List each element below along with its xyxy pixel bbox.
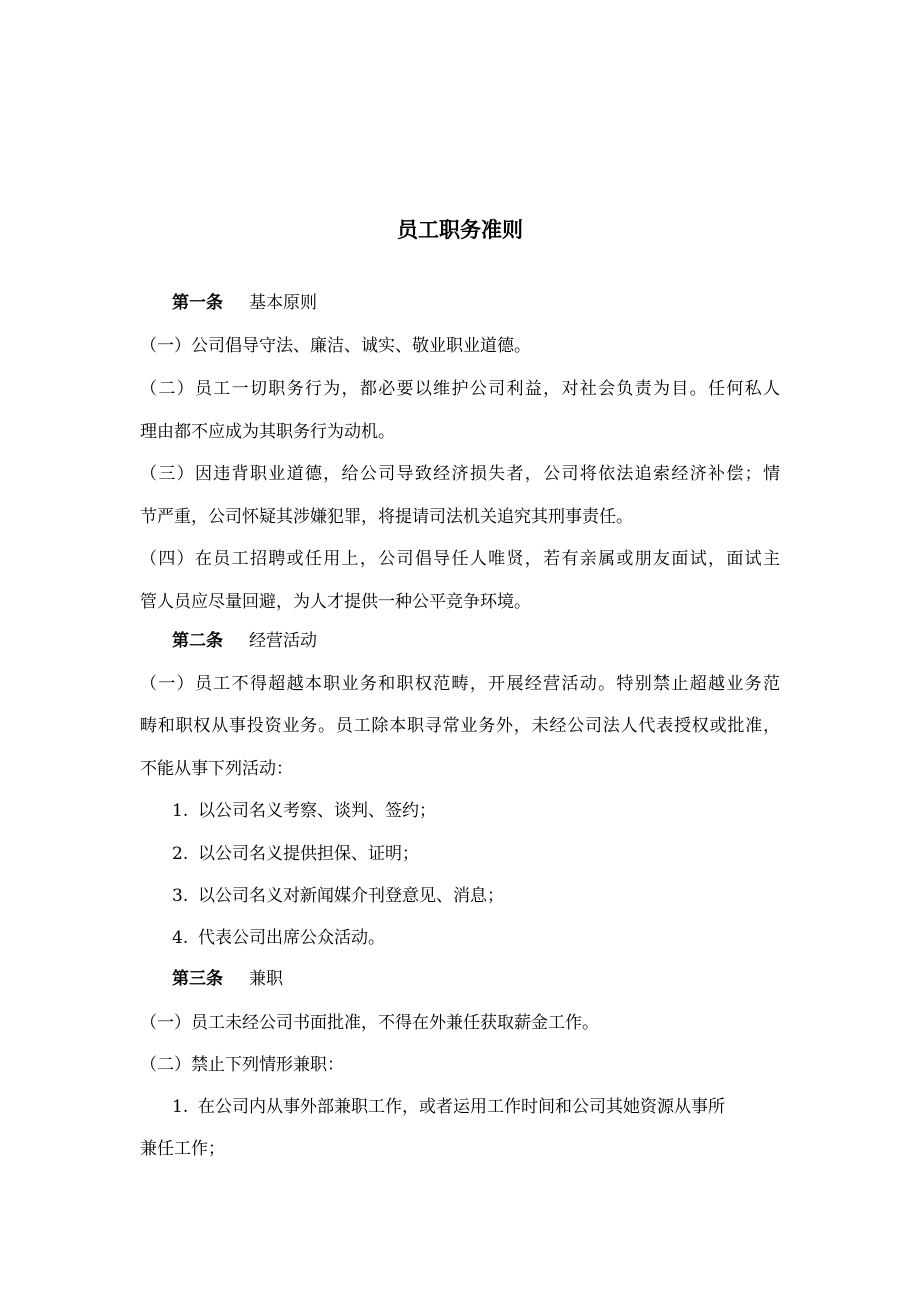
list-item-text: 以公司名义考察、谈判、签约； (198, 801, 436, 821)
section-topic: 经营活动 (249, 631, 317, 651)
list-item-number: 2. (172, 844, 189, 864)
list-item (172, 926, 385, 950)
list-item (172, 799, 436, 823)
paragraph-line: 管人员应尽量回避，为人才提供一种公平竞争环境。 (140, 592, 531, 612)
section-heading-1 (172, 291, 317, 315)
list-item-number: 1. (172, 1097, 189, 1117)
list-item (172, 842, 419, 866)
list-item-number: 3. (172, 886, 189, 906)
section-label: 第三条 (172, 969, 223, 989)
paragraph-line: 不能从事下列活动： (140, 759, 293, 779)
document-title: 员工职务准则 (397, 218, 523, 242)
list-item-text: 在公司内从事外部兼职工作，或者运用工作时间和公司其她资源从事所 (198, 1097, 725, 1117)
list-item (172, 884, 504, 908)
paragraph-line: 理由都不应成为其职务行为动机。 (140, 422, 395, 442)
paragraph-line: （一）员工未经公司书面批准，不得在外兼任获取薪金工作。 (140, 1013, 599, 1033)
paragraph-line: （四）在员工招聘或任用上，公司倡导任人唯贤，若有亲属或朋友面试，面试主 (140, 549, 780, 569)
section-label: 第二条 (172, 631, 223, 651)
paragraph-line: （二）员工一切职务行为，都必要以维护公司利益，对社会负责为目。任何私人 (140, 379, 780, 399)
list-item-number: 4. (172, 928, 189, 948)
section-heading-3 (172, 967, 283, 991)
section-topic: 兼职 (249, 969, 283, 989)
list-item-text: 代表公司出席公众活动。 (198, 928, 385, 948)
paragraph-line: （三）因违背职业道德，给公司导致经济损失者，公司将依法追索经济补偿；情 (140, 464, 780, 484)
list-item-text: 以公司名义提供担保、证明； (198, 844, 419, 864)
paragraph-line: （一）员工不得超越本职业务和职权范畴，开展经营活动。特别禁止超越业务范 (140, 674, 780, 694)
paragraph-line: （一）公司倡导守法、廉洁、诚实、敬业职业道德。 (140, 336, 531, 356)
list-item-text: 以公司名义对新闻媒介刊登意见、消息； (198, 886, 504, 906)
list-item-number: 1. (172, 801, 189, 821)
paragraph-line: 畴和职权从事投资业务。员工除本职寻常业务外，未经公司法人代表授权或批准， (140, 716, 780, 736)
paragraph-line: 兼任工作； (140, 1139, 225, 1159)
paragraph-line: （二）禁止下列情形兼职： (140, 1055, 344, 1075)
paragraph-line: 节严重，公司怀疑其涉嫌犯罪，将提请司法机关追究其刑事责任。 (140, 507, 633, 527)
section-topic: 基本原则 (249, 293, 317, 313)
section-heading-2 (172, 629, 317, 653)
list-item (172, 1095, 725, 1119)
section-label: 第一条 (172, 293, 223, 313)
